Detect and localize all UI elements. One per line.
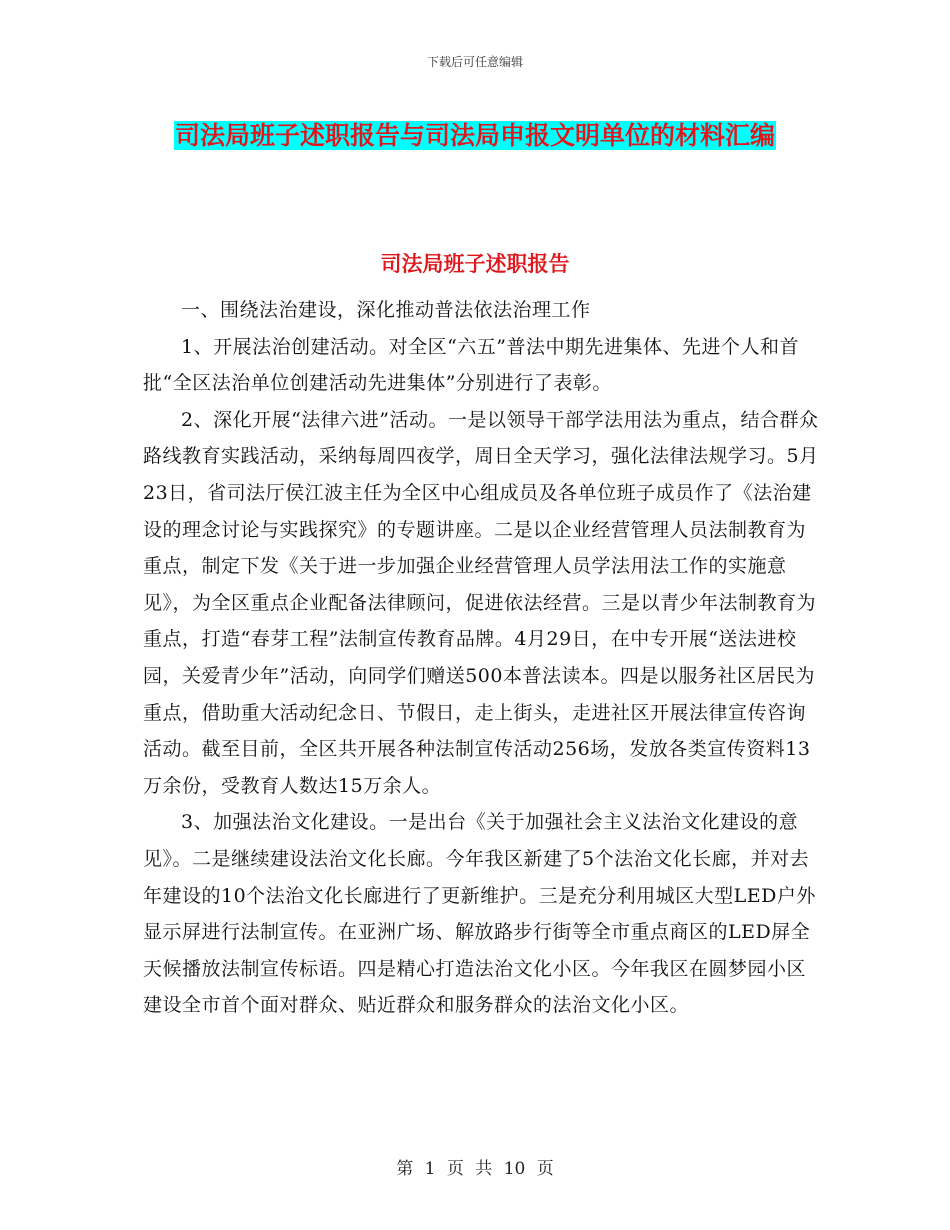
header-note: 下载后可任意编辑 bbox=[426, 55, 523, 69]
document-body bbox=[143, 292, 823, 1024]
paragraph-item-1: 1、开展法治创建活动。对全区“六五”普法中期先进集体、先进个人和首批“全区法治单位创建活动先进集体”分别进行了表彰。 bbox=[143, 335, 800, 395]
document-title-text: 司法局班子述职报告与司法局申报文明单位的材料汇编 bbox=[174, 121, 775, 150]
section-title: 司法局班子述职报告 bbox=[380, 252, 570, 276]
paragraph-heading-1: 一、围绕法治建设，深化推动普法依法治理工作 bbox=[181, 299, 591, 321]
document-title bbox=[140, 112, 810, 160]
paragraph-item-3: 3、加强法治文化建设。一是出台《关于加强社会主义法治文化建设的意见》。二是继续建设法治文化长廊。今年我区新建了5个法治文化长廊，并对去年建设的10个法治文化长廊进行了更新维护。三是充分利用城区大型LED户外显示屏进行法制宣传。在亚洲广场、解放路步行街等全市重点商区的LED屏全天候播放法制宣传标语。四是精心打造法治文化小区。今年我区在圆梦园小区建设全市首个面对群众、贴近群众和服务群众的法治文化小区。 bbox=[143, 811, 816, 1017]
page-footer: 第 1 页 共 10 页 bbox=[396, 1159, 554, 1179]
paragraph-item-2: 2、深化开展“法律六进”活动。一是以领导干部学法用法为重点，结合群众路线教育实践活动，采纳每周四夜学，周日全天学习，强化法律法规学习。5月23日，省司法厅侯江波主任为全区中心组成员及各单位班子成员作了《法治建设的理念讨论与实践探究》的专题讲座。二是以企业经营管理人员法制教育为重点，制定下发《关于进一步加强企业经营管理人员学法用法工作的实施意见》，为全区重点企业配备法律顾问，促进依法经营。三是以青少年法制教育为重点，打造“春芽工程”法制宣传教育品牌。4月29日，在中专开展“送法进校园，关爱青少年”活动，向同学们赠送500本普法读本。四是以服务社区居民为重点，借助重大活动纪念日、节假日，走上街头，走进社区开展法律宣传咨询活动。截至目前，全区共开展各种法制宣传活动256场，发放各类宣传资料13万余份，受教育人数达15万余人。 bbox=[143, 408, 819, 797]
